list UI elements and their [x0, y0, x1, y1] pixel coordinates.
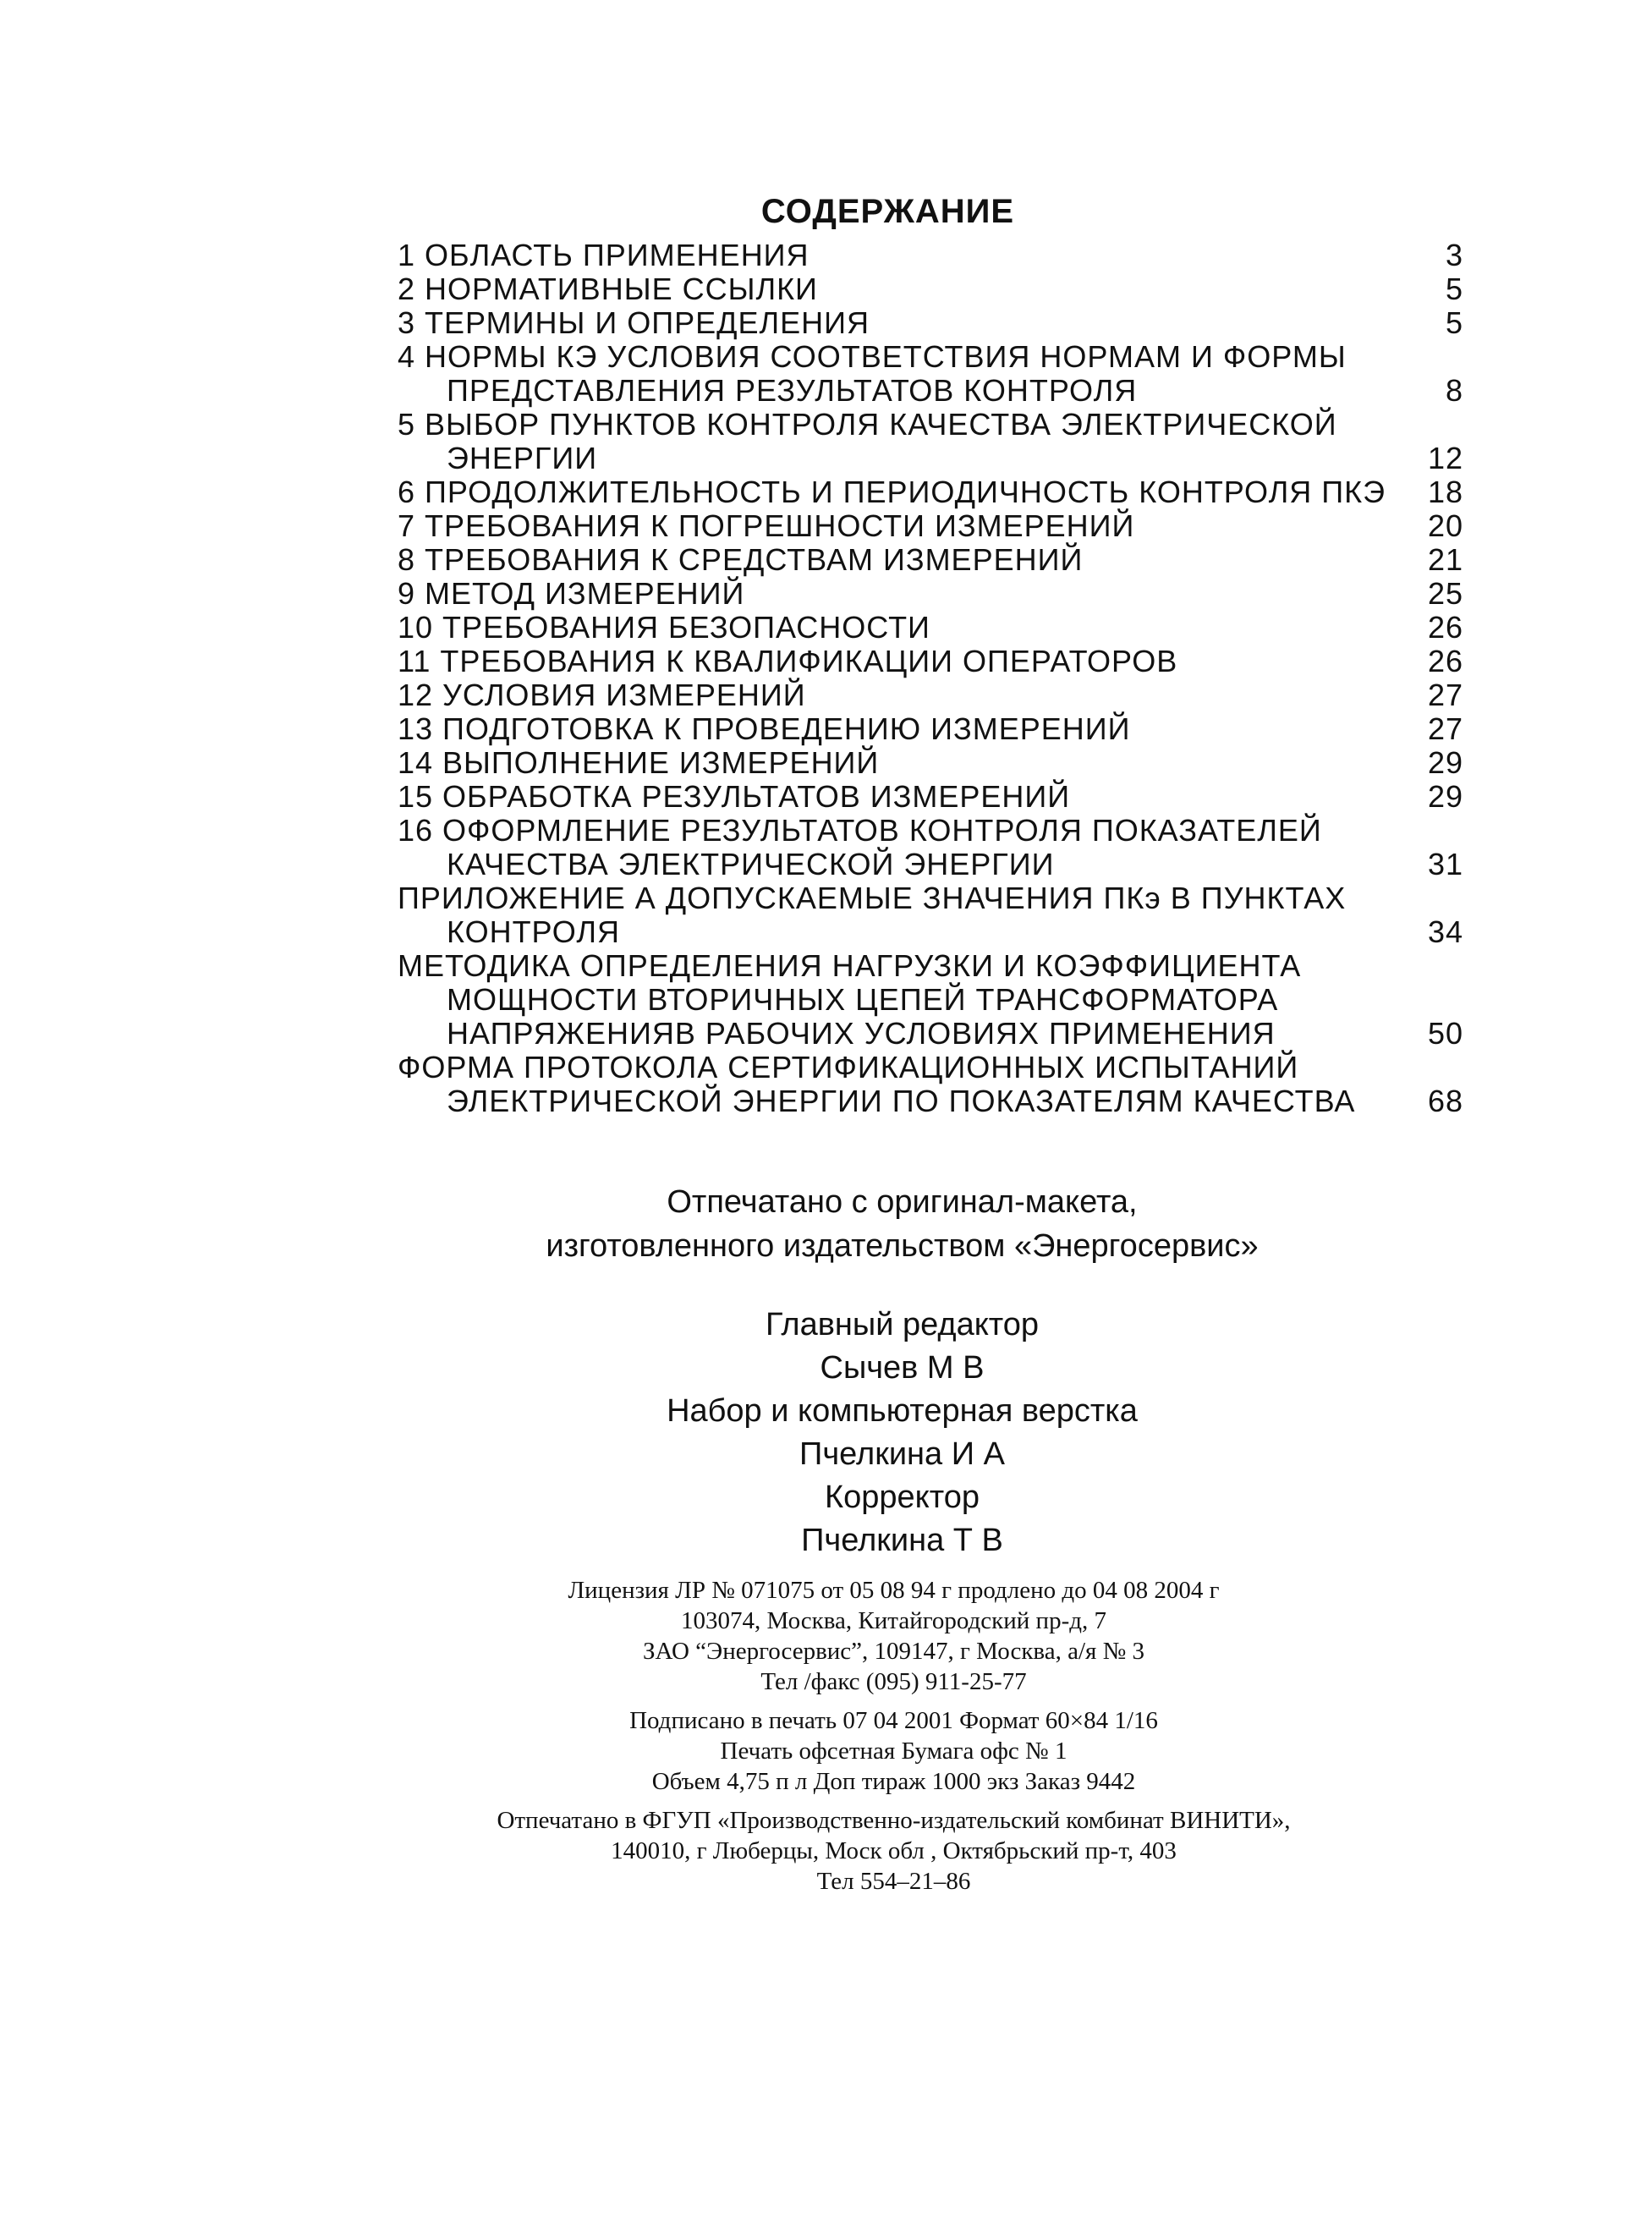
toc-entry-title: ПРЕДСТАВЛЕНИЯ РЕЗУЛЬТАТОВ КОНТРОЛЯ [447, 373, 1138, 408]
toc-entry-title: 16 ОФОРМЛЕНИЕ РЕЗУЛЬТАТОВ КОНТРОЛЯ ПОКАЗАТЕЛЕЙ [398, 813, 1322, 848]
toc-page-number: 26 [1427, 644, 1463, 678]
toc-entry [398, 340, 1463, 408]
imprint-line: 103074, Москва, Китайгородский пр-д, 7 [681, 1607, 1106, 1634]
toc-page-number: 5 [1445, 272, 1463, 306]
toc-page-number: 50 [1427, 1016, 1463, 1051]
toc-entry [398, 577, 1463, 611]
toc-entry-title: 4 НОРМЫ КЭ УСЛОВИЯ СООТВЕТСТВИЯ НОРМАМ И ФОРМЫ [398, 339, 1347, 374]
toc-entry-title: 7 ТРЕБОВАНИЯ К ПОГРЕШНОСТИ ИЗМЕРЕНИЙ [398, 508, 1135, 543]
table-of-contents [398, 239, 1463, 1118]
imprint-line: Объем 4,75 п л Доп тираж 1000 экз Заказ 9442 [651, 1768, 1136, 1795]
imprint-line: Лицензия ЛР № 071075 от 05 08 94 г продлено до 04 08 2004 г [568, 1577, 1220, 1604]
toc-entry-title: 6 ПРОДОЛЖИТЕЛЬНОСТЬ И ПЕРИОДИЧНОСТЬ КОНТРОЛЯ ПКЭ [398, 475, 1386, 509]
imprint-line: Печать офсетная Бумага офс № 1 [720, 1738, 1067, 1765]
toc-entry [398, 509, 1463, 543]
toc-page-number: 5 [1445, 305, 1463, 340]
toc-entry [398, 408, 1463, 475]
staff-line: Пчелкина Т В [801, 1523, 1003, 1558]
toc-entry-title: ЭЛЕКТРИЧЕСКОЙ ЭНЕРГИИ ПО ПОКАЗАТЕЛЯМ КАЧЕСТВА [447, 1084, 1356, 1118]
staff-line: Корректор [825, 1480, 980, 1515]
toc-entry [398, 543, 1463, 577]
toc-entry [398, 949, 1463, 1051]
toc-page-number: 18 [1427, 475, 1463, 509]
imprint-line: Тел 554–21–86 [816, 1868, 971, 1895]
printed-from-line: изготовленного издательством «Энергосервис» [546, 1228, 1259, 1264]
toc-entry [398, 712, 1463, 746]
toc-page-number: 12 [1427, 441, 1463, 475]
toc-entry-title: 9 МЕТОД ИЗМЕРЕНИЙ [398, 576, 745, 611]
toc-entry-title: ФОРМА ПРОТОКОЛА СЕРТИФИКАЦИОННЫХ ИСПЫТАНИЙ [398, 1050, 1299, 1084]
staff-line: Главный редактор [765, 1307, 1040, 1342]
toc-entry [398, 306, 1463, 340]
toc-page-number: 29 [1427, 745, 1463, 780]
toc-entry-title: НАПРЯЖЕНИЯВ РАБОЧИХ УСЛОВИЯХ ПРИМЕНЕНИЯ [447, 1016, 1276, 1051]
toc-entry-title: ЭНЕРГИИ [447, 441, 598, 475]
toc-entry-title: 2 НОРМАТИВНЫЕ ССЫЛКИ [398, 272, 818, 306]
toc-entry-title: 15 ОБРАБОТКА РЕЗУЛЬТАТОВ ИЗМЕРЕНИЙ [398, 779, 1071, 814]
imprint-line: Отпечатано в ФГУП «Производственно-издательский комбинат ВИНИТИ», [497, 1807, 1291, 1834]
toc-page-number: 68 [1427, 1084, 1463, 1118]
toc-entry-title: 8 ТРЕБОВАНИЯ К СРЕДСТВАМ ИЗМЕРЕНИЙ [398, 542, 1084, 577]
toc-page-number: 21 [1427, 542, 1463, 577]
toc-entry [398, 1051, 1463, 1118]
toc-page-number: 27 [1427, 711, 1463, 746]
toc-title: СОДЕРЖАНИЕ [760, 193, 1015, 230]
toc-page-number: 3 [1445, 238, 1463, 272]
toc-entry-title: 14 ВЫПОЛНЕНИЕ ИЗМЕРЕНИЙ [398, 745, 880, 780]
toc-entry-title: 11 ТРЕБОВАНИЯ К КВАЛИФИКАЦИИ ОПЕРАТОРОВ [398, 644, 1178, 678]
toc-entry [398, 645, 1463, 678]
imprint-block [135, 1805, 1652, 1897]
toc-entry-title: 13 ПОДГОТОВКА К ПРОВЕДЕНИЮ ИЗМЕРЕНИЙ [398, 711, 1131, 746]
imprint [0, 1575, 1652, 1905]
toc-entry [398, 881, 1463, 949]
toc-page-number: 26 [1427, 610, 1463, 645]
toc-entry [398, 678, 1463, 712]
toc-page-number: 34 [1427, 914, 1463, 949]
toc-entry-title: ПРИЛОЖЕНИЕ А ДОПУСКАЕМЫЕ ЗНАЧЕНИЯ ПКэ В ПУНКТАХ [398, 881, 1347, 915]
toc-page-number: 8 [1445, 373, 1463, 408]
toc-page-number: 25 [1427, 576, 1463, 611]
toc-entry-title: КОНТРОЛЯ [447, 914, 620, 949]
toc-entry [398, 814, 1463, 881]
toc-entry-title: 10 ТРЕБОВАНИЯ БЕЗОПАСНОСТИ [398, 610, 930, 645]
toc-page-number: 31 [1427, 847, 1463, 881]
toc-entry [398, 272, 1463, 306]
imprint-block [135, 1575, 1652, 1697]
imprint-block [135, 1705, 1652, 1797]
imprint-line: Подписано в печать 07 04 2001 Формат 60×84 1/16 [629, 1707, 1158, 1734]
staff-line: Пчелкина И А [799, 1436, 1005, 1472]
toc-entry [398, 239, 1463, 272]
staff-credits [152, 1304, 1652, 1562]
printed-from-note [152, 1180, 1652, 1268]
printed-from-line: Отпечатано с оригинал-макета, [667, 1184, 1138, 1220]
toc-entry [398, 475, 1463, 509]
toc-entry-title: 3 ТЕРМИНЫ И ОПРЕДЕЛЕНИЯ [398, 305, 870, 340]
staff-line: Набор и компьютерная верстка [667, 1393, 1138, 1429]
colophon [0, 1180, 1652, 1562]
toc-entry-title: 1 ОБЛАСТЬ ПРИМЕНЕНИЯ [398, 238, 810, 272]
staff-line: Сычев М В [820, 1350, 985, 1386]
toc-page-number: 27 [1427, 678, 1463, 712]
imprint-line: Тел /факс (095) 911-25-77 [760, 1668, 1027, 1695]
toc-entry-title: 12 УСЛОВИЯ ИЗМЕРЕНИЙ [398, 678, 806, 712]
toc-entry [398, 780, 1463, 814]
imprint-line: 140010, г Люберцы, Моск обл , Октябрьский пр-т, 403 [611, 1837, 1177, 1864]
toc-entry-title: МЕТОДИКА ОПРЕДЕЛЕНИЯ НАГРУЗКИ И КОЭФФИЦИЕНТА [398, 948, 1302, 983]
toc-entry-title: МОЩНОСТИ ВТОРИЧНЫХ ЦЕПЕЙ ТРАНСФОРМАТОРА [447, 982, 1279, 1017]
toc-entry [398, 746, 1463, 780]
toc-entry-title: 5 ВЫБОР ПУНКТОВ КОНТРОЛЯ КАЧЕСТВА ЭЛЕКТРИЧЕСКОЙ [398, 407, 1337, 442]
imprint-line: ЗАО “Энергосервис”, 109147, г Москва, а/я № 3 [642, 1638, 1145, 1665]
toc-page-number: 29 [1427, 779, 1463, 814]
toc-page-number: 20 [1427, 508, 1463, 543]
toc-entry [398, 611, 1463, 645]
toc-entry-title: КАЧЕСТВА ЭЛЕКТРИЧЕСКОЙ ЭНЕРГИИ [447, 847, 1055, 881]
